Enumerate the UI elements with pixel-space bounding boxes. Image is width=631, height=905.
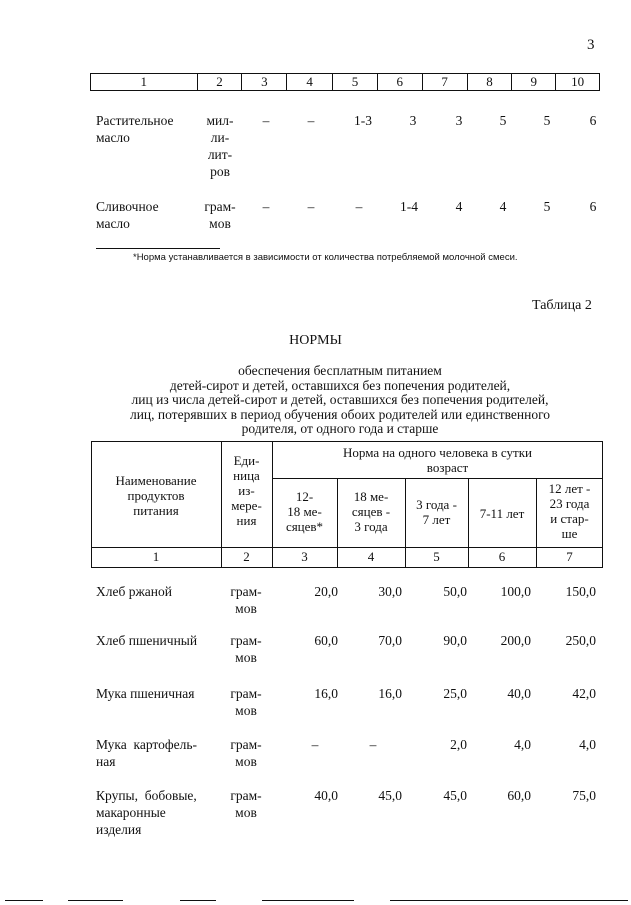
value-cell: 1-4	[400, 199, 418, 214]
header-norm-title	[272, 445, 603, 475]
product-name-line: масло	[96, 216, 130, 231]
scan-rule	[262, 900, 354, 901]
scan-rule	[180, 900, 216, 901]
unit-line: грам-	[230, 633, 262, 648]
strip-cell: 8	[468, 74, 513, 90]
value-cell: –	[311, 737, 319, 752]
product-name: Мука пшеничная	[96, 686, 195, 701]
column-number: 3	[301, 549, 308, 564]
value-cell: 90,0	[443, 633, 467, 648]
column-number: 4	[367, 549, 375, 564]
value-cell: 45,0	[443, 788, 467, 803]
unit-line: грам-	[230, 686, 262, 701]
table2-header	[91, 441, 603, 568]
unit-line: мил-	[206, 113, 234, 128]
header-age	[536, 481, 603, 541]
unit-line: лит-	[207, 147, 233, 162]
value-cell: –	[355, 199, 363, 214]
header-age	[337, 489, 405, 534]
unit-line: грам-	[204, 199, 236, 214]
value-cell: 4,0	[579, 737, 596, 752]
subtitle-line: обеспечения бесплатным питанием	[238, 363, 442, 378]
value-cell: 42,0	[572, 686, 596, 701]
unit-cell	[222, 685, 270, 719]
strip-cell: 4	[287, 74, 333, 90]
strip-cell: 5	[333, 74, 378, 90]
value-cell: 6	[589, 199, 597, 214]
header-line: продуктов	[127, 488, 185, 503]
column-number: 5	[433, 549, 440, 564]
value-cell: –	[307, 113, 315, 128]
unit-line: мов	[235, 601, 257, 616]
strip-cell: 1	[91, 74, 198, 90]
value-cell: –	[307, 199, 315, 214]
header-line: 7 лет	[422, 512, 451, 527]
header-line: сяцев*	[285, 519, 324, 534]
value-cell: 70,0	[378, 633, 402, 648]
unit-line: грам-	[230, 584, 262, 599]
grid-line	[91, 567, 603, 568]
header-unit	[221, 453, 272, 528]
unit-cell	[222, 787, 270, 821]
product-name-line: Сливочное	[96, 199, 159, 214]
header-line: 3 года	[354, 519, 388, 534]
unit-cell	[200, 112, 240, 180]
column-number: 2	[243, 549, 250, 564]
header-line: 23 года	[549, 496, 590, 511]
unit-cell	[222, 736, 270, 770]
subtitle-line: детей-сирот и детей, оставшихся без попечения родителей,	[169, 377, 511, 393]
table1-header-strip	[90, 73, 600, 91]
header-line: сяцев -	[351, 504, 391, 519]
value-cell: 75,0	[572, 788, 596, 803]
value-cell: 5	[543, 199, 551, 214]
scan-rule	[390, 900, 628, 901]
unit-line: мов	[209, 216, 231, 231]
strip-cell: 6	[378, 74, 423, 90]
strip-cell: 10	[571, 74, 585, 89]
strip-cell: 2	[198, 74, 243, 90]
value-cell: 50,0	[443, 584, 467, 599]
value-cell: 40,0	[507, 686, 531, 701]
header-line: из-	[238, 483, 255, 498]
header-line: ше	[561, 526, 578, 541]
unit-line: грам-	[230, 737, 262, 752]
header-line: и стар-	[550, 511, 589, 526]
heading: НОРМЫ	[289, 333, 342, 348]
unit-cell	[200, 198, 240, 232]
value-cell: 60,0	[314, 633, 338, 648]
header-line: 7-11 лет	[479, 506, 525, 521]
value-cell: 4	[455, 199, 463, 214]
unit-line: мов	[235, 805, 257, 820]
subtitle-line: лиц, потерявших в период обучения обоих родителей или единственного	[129, 406, 551, 422]
product-name	[96, 736, 216, 770]
product-name-line: изделия	[96, 822, 142, 837]
scan-rule	[68, 900, 123, 901]
product-name-line: макаронные	[96, 805, 166, 820]
value-cell: 3	[455, 113, 463, 128]
header-age	[405, 497, 468, 527]
strip-cell: 7	[423, 74, 468, 90]
unit-line: грам-	[230, 788, 262, 803]
value-cell: 4	[499, 199, 507, 214]
product-name	[96, 112, 174, 146]
column-number: 7	[566, 549, 573, 564]
value-cell: 16,0	[314, 686, 338, 701]
value-cell: –	[369, 737, 377, 752]
value-cell: 4,0	[514, 737, 531, 752]
value-cell: 45,0	[378, 788, 402, 803]
header-product-name	[91, 473, 221, 518]
unit-line: мов	[235, 754, 257, 769]
header-line: 12 лет -	[548, 481, 591, 496]
header-line: питания	[133, 503, 179, 518]
unit-line: ров	[210, 164, 230, 179]
subtitle-line: родителя, от одного года и старше	[241, 421, 439, 436]
strip-cell: 3	[242, 74, 287, 90]
product-name-line: Растительное	[96, 113, 174, 128]
value-cell: 20,0	[314, 584, 338, 599]
product-name	[96, 787, 216, 838]
grid-line	[272, 478, 603, 479]
value-cell: 25,0	[443, 686, 467, 701]
product-name-line: ная	[96, 754, 116, 769]
header-line: возраст	[426, 460, 469, 475]
value-cell: 30,0	[378, 584, 402, 599]
product-name-line: Крупы, бобовые,	[96, 788, 197, 803]
value-cell: 3	[409, 113, 417, 128]
header-line: Наименование	[115, 473, 197, 488]
header-line: 18 ме-	[287, 504, 322, 519]
column-number: 1	[152, 549, 160, 564]
product-name	[96, 198, 159, 232]
value-cell: 40,0	[314, 788, 338, 803]
strip-cell: 9	[512, 74, 556, 90]
value-cell: 60,0	[507, 788, 531, 803]
unit-cell	[222, 583, 270, 617]
value-cell: –	[262, 113, 270, 128]
unit-cell	[222, 632, 270, 666]
page-number: 3	[587, 37, 595, 53]
value-cell: 200,0	[500, 633, 531, 648]
unit-line: мов	[235, 703, 257, 718]
unit-line: мов	[235, 650, 257, 665]
column-number: 6	[498, 549, 506, 564]
header-line: ния	[236, 513, 257, 528]
product-name-line: Мука картофель-	[96, 737, 198, 752]
table-label: Таблица 2	[532, 298, 592, 313]
value-cell: –	[262, 199, 270, 214]
product-name-line: масло	[96, 130, 130, 145]
footnote: *Норма устанавливается в зависимости от количества потребляемой молочной смеси.	[133, 252, 518, 263]
value-cell: 150,0	[565, 584, 596, 599]
subtitle-line: лиц из числа детей-сирот и детей, оставшихся без попечения родителей,	[131, 392, 549, 407]
value-cell: 5	[543, 113, 551, 128]
subtitle	[80, 364, 600, 437]
value-cell: 5	[499, 113, 507, 128]
unit-line: ли-	[210, 130, 230, 145]
scan-rule	[5, 900, 43, 901]
grid-line	[91, 547, 603, 548]
value-cell: 2,0	[450, 737, 467, 752]
value-cell: 16,0	[378, 686, 402, 701]
value-cell: 6	[589, 113, 597, 128]
value-cell: 250,0	[565, 633, 596, 648]
value-cell: 1-3	[354, 113, 372, 128]
header-age	[468, 506, 536, 521]
header-line: ница	[233, 468, 260, 483]
header-line: мере-	[231, 498, 262, 513]
product-name: Хлеб ржаной	[96, 584, 172, 599]
value-cell: 100,0	[500, 584, 531, 599]
product-name: Хлеб пшеничный	[96, 633, 198, 648]
header-line: Норма на одного человека в сутки	[343, 445, 532, 460]
footnote-rule	[96, 248, 220, 249]
header-line: 3 года -	[416, 497, 457, 512]
header-line: 18 ме-	[353, 489, 389, 504]
header-line: Еди-	[233, 453, 260, 468]
grid-line	[91, 441, 603, 442]
header-age	[272, 489, 337, 534]
header-line: 12-	[295, 489, 314, 504]
